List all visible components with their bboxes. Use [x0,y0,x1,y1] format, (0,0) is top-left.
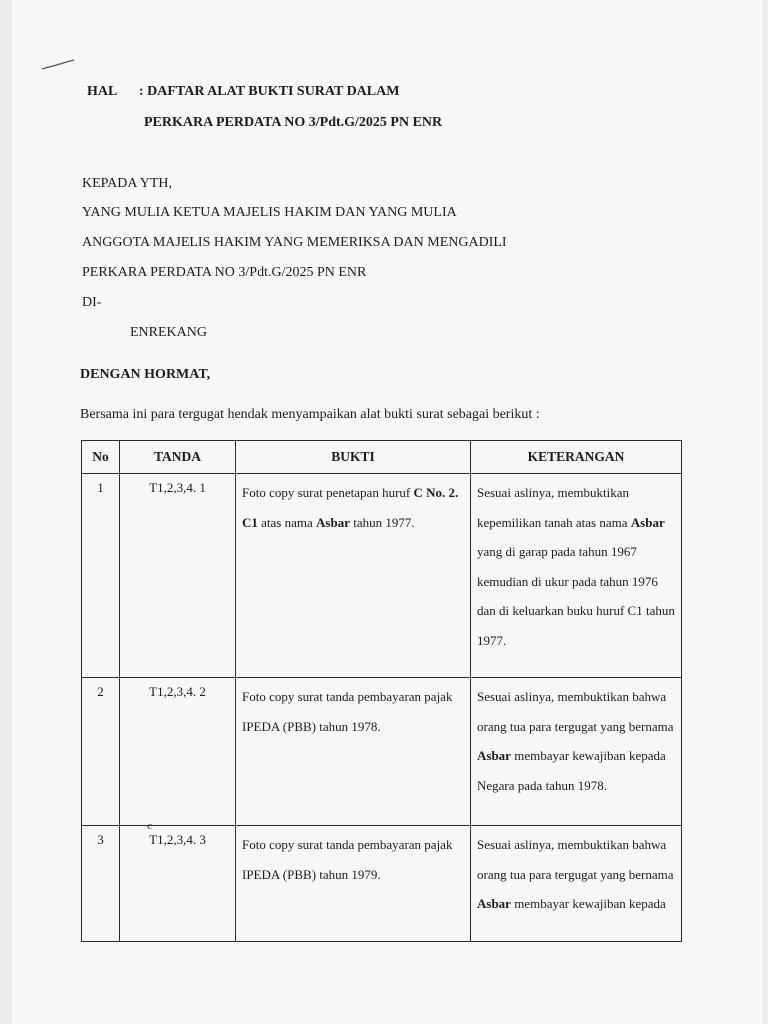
cell-tanda [120,820,236,942]
cell-bukti: Foto copy surat tanda pembayaran pajak IPEDA (PBB) tahun 1978. [236,678,471,826]
cell-keterangan: Sesuai aslinya, membuktikan kepemilikan tanah atas nama Asbar yang di garap pada tahun 1967 kemudian di ukur pada tahun 1976 dan di keluarkan buku huruf C1 tahun 1977. [471,474,682,678]
address-line-4: PERKARA PERDATA NO 3/Pdt.G/2025 PN ENR [82,265,367,280]
cell-keterangan: Sesuai aslinya, membuktikan bahwa orang tua para tergugat yang bernama Asbar membayar kewajiban kepada [471,826,682,942]
table-row [82,826,682,942]
handwritten-tick-mark: c [147,820,153,832]
cell-no: 1 [82,474,120,678]
pen-scribble-icon [40,58,76,72]
evidence-table [81,440,682,942]
subject-title-cont: PERKARA PERDATA NO 3/Pdt.G/2025 PN ENR [144,115,443,130]
cell-bukti: Foto copy surat tanda pembayaran pajak IPEDA (PBB) tahun 1979. [236,826,471,942]
cell-no: 2 [82,678,120,826]
header-bukti: BUKTI [236,441,471,474]
cell-tanda: T1,2,3,4. 1 [120,474,236,678]
header-tanda: TANDA [120,441,236,474]
subject-label: HAL [87,84,118,99]
subject-line [87,84,399,100]
address-line-3: ANGGOTA MAJELIS HAKIM YANG MEMERIKSA DAN MENGADILI [82,235,507,250]
cell-tanda: T1,2,3,4. 2 [120,678,236,826]
address-line-2: YANG MULIA KETUA MAJELIS HAKIM DAN YANG MULIA [82,205,457,220]
header-keterangan: KETERANGAN [471,441,682,474]
table-header-row [82,441,682,474]
intro-paragraph: Bersama ini para tergugat hendak menyampaikan alat bukti surat sebagai berikut : [80,407,540,422]
header-no: No [82,441,120,474]
cell-bukti: Foto copy surat penetapan huruf C No. 2. C1 atas nama Asbar tahun 1977. [236,474,471,678]
address-line-5: DI- [82,295,102,310]
greeting: DENGAN HORMAT, [80,367,211,382]
table-row [82,678,682,826]
subject-title: : DAFTAR ALAT BUKTI SURAT DALAM [139,84,400,99]
cell-tanda-text: T1,2,3,4. 3 [149,832,206,847]
address-city: ENREKANG [130,325,207,340]
cell-keterangan: Sesuai aslinya, membuktikan bahwa orang tua para tergugat yang bernama Asbar membayar kewajiban kepada Negara pada tahun 1978. [471,678,682,826]
table-row [82,474,682,678]
address-line-1: KEPADA YTH, [82,176,172,191]
cell-no: 3 [82,826,120,942]
